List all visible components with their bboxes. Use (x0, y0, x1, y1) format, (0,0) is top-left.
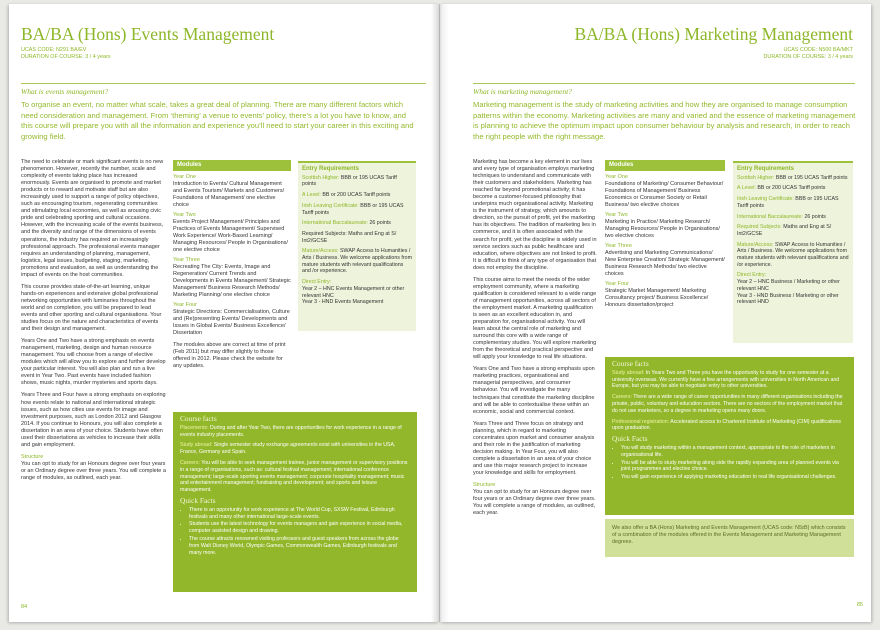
fact-row: Careers: There are a wide range of career opportunities in many different organisations including the private, public, voluntary and education sectors. There are no sectors of the employment market that do not use marketers, so a degree in marketing opens many doors. (612, 394, 843, 414)
fact-row: Careers: You will be able to seek management trainee, junior management or supervisory positions in a range of organisations, such as: cultural festival management; international conference management; large-scale sporting events management; corporate hospitality management; music and entertainment management; fundraising and development; and sports and leisure management. (180, 459, 408, 494)
entry-row: Mature/Access: SWAP Access to Humanities / Arts / Business. We welcome applications from mature students with relevant qualifications and /or experience. (737, 241, 849, 268)
body-paragraph: Years One and Two have a strong emphasis upon marketing practices, organisational and managerial perspectives, and consumer behaviour. You will investigate the many techniques that constitute the marketing discipline and will be able to contextualise these within an economic, social and commercial context. (473, 366, 595, 415)
module-list: Strategic Directions: Commercialisation, Culture and (Re)presenting Events/ Developments and Issues in Global Events/ Business Excellence/ Dissertation (173, 309, 290, 336)
page-number: 84 (21, 604, 28, 610)
body-column (21, 159, 168, 482)
module-year: Year Four (605, 281, 629, 287)
page-number: 85 (856, 602, 863, 608)
body-paragraph: This course aims to meet the needs of the wider employment community, where a marketing qualification is considered relevant to a wide range of management opportunities, across all sectors of the employment market. A marketing qualification is seen as an excellent education in, and preparation for, organisational activity. You will learn about the central role of marketing and surround this core with a wide range of complementary studies. You will explore marketing from the theoretical and practical perspective and will apply your knowledge to real life situations. (473, 276, 597, 361)
section-question: What is marketing management? (473, 87, 572, 96)
also-offer-box: We also offer a BA (Hons) Marketing and Events Management (UCAS code: N5ɪB) which consists of a combination of the modules offered in the Events Management and Marketing Management degrees. (605, 519, 854, 557)
course-duration: DURATION OF COURSE: 3 / 4 years (763, 54, 853, 60)
modules-heading: Modules (173, 160, 291, 171)
structure-heading: Structure (21, 453, 44, 460)
module-list: Recreating The City: Events, Image and Regeneration/ Current Trends and Developments in Events Management/ Strategic Management/ Business Research Methods/ Marketing Planning/ one elective choice (173, 264, 291, 298)
structure-text: You can opt to study for an Honours degree over four years or an Ordinary degree over three years. You will complete a range of modules, as outlined, each year. (473, 489, 596, 517)
entry-row: A Level: BB or 200 UCAS Tariff points (737, 185, 826, 192)
right-page (440, 4, 871, 622)
entry-row: Direct Entry: Year 2 – HNC Business / Marketing or other relevant HNC Year 3 - HND Business / Marketing or other relevant HND (737, 272, 840, 306)
modules-column (605, 160, 725, 309)
quick-facts-list (180, 507, 410, 557)
quick-fact: • There is an opportunity for work experience at The World Cup, SXSW Festival, Edinburgh festivals and many other international large-scale events. (189, 507, 410, 521)
module-list: Introduction to Events/ Cultural Management and Events Tourism/ Markets and Customers/ Foundations of Management/ one elective choice (173, 181, 285, 208)
entry-requirements-box (298, 161, 416, 331)
entry-row: International Baccalaureate: 26 points (737, 213, 826, 220)
module-year: Year One (605, 174, 629, 180)
divider (21, 83, 426, 84)
divider (473, 83, 855, 84)
entry-row: Scottish Higher: BBB or 195 UCAS Tariff points (302, 174, 397, 188)
page-title: BA/BA (Hons) Events Management (21, 24, 275, 44)
entry-heading: Entry Requirements (737, 166, 795, 172)
body-paragraph: Years Three and Four have a strong emphasis on exploring how events relate to national and international strategic issues, such as how cities use events for image and investment purposes, such as London 2012 and Glasgow 2014. If you continue to Honours, you will also complete a dissertation in an area of your choice. Students have often used their dissertations as vehicles to increase their skills and gain employment. (21, 392, 166, 448)
intro-text: To organise an event, no matter what scale, takes a great deal of planning. There are many different factors which need consideration and management. From ‘theming’ a venue to events’ policy, there’s a lot you have to know, and this course will prepare you with all the information and experience you’ll need to start your career in this exciting and growing field. (21, 100, 414, 141)
body-paragraph: The need to celebrate or mark significant events is no new phenomenon. However, recently the number, scale and complexity of events taking place has increased enormously. Events are organised to promote and market products or to reward and motivate staff but are also increasingly used to support a range of policy objectives, such as encouraging tourism, regenerating communities and stimulating local economies, as well as arousing civic pride and celebrating sporting and cultural occasions. However, with the increasing scale of the events business, and the diversity and range of the dimensions of events operations, the industry has required an increasingly professional approach. The professional events manager requires an understanding of planning, management, logistics, legal issues, budgeting, staging, marketing, promotions and evaluation, as well as understanding the impact of events on the host communities. (21, 159, 164, 278)
module-year: Year One (173, 174, 197, 180)
module-list: Marketing in Practice/ Marketing Research/ Managing Resources/ People in Organisations/ two elective choices (605, 219, 720, 239)
structure-text: You can opt to study for an Honours degree over four years or an Ordinary degree over three years. You will complete a range of modules, as outlined, each year. (21, 460, 166, 481)
quick-fact: • Students use the latest technology for events managers and gain experience in social media, computer assisted design and drawing. (189, 521, 410, 535)
module-year: Year Three (173, 257, 200, 263)
modules-column (173, 160, 291, 370)
quick-facts-heading: Quick Facts (180, 495, 216, 505)
brochure-spread (9, 4, 871, 626)
fact-row: Professional registration: Accelerated access to Chartered Institute of Marketing (CIM) qualifications upon graduation. (612, 418, 841, 432)
modules-heading: Modules (605, 160, 725, 171)
quick-fact: • The course attracts renowned visiting professors and guest speakers from across the globe from Walt Disney World, Olympic Games, Commonwealth Games, Edinburgh festivals and many more. (189, 536, 410, 556)
entry-row: A Level: BB or 200 UCAS Tariff points (302, 192, 391, 199)
body-paragraph: Years Three and Three focus on strategy and planning, which in regard to marketing concentrates upon market and consumer analysis and their role in the justification of marketing decision making. In Year Four, you will also complete a dissertation in an area of your choice and use this major research project to increase your knowledge and skills for employment. (473, 420, 595, 476)
entry-row: Irish Leaving Certificate: BBB or 195 UCAS Tariff points (302, 202, 404, 216)
structure-heading: Structure (473, 482, 496, 489)
course-duration: DURATION OF COURSE: 3 / 4 years (21, 54, 111, 60)
course-facts-panel (173, 412, 417, 592)
module-list: Foundations of Marketing/ Consumer Behaviour/ Foundations of Management/ Business Economics or Consumer Society or Retail Business/ two elective choices (605, 181, 724, 208)
fact-row: Study abroad: In Years Two and Three you have the opportunity to study for one semester at a university overseas. We currently have a few arrangements with universities in North American and Europe, but you may be able to negotiate entry to other universities. (612, 369, 840, 390)
quick-facts-list (612, 445, 847, 481)
body-paragraph: Marketing has become a key element in our lives and every type of organisation employs marketing techniques to understand and communicate with their customers and stakeholders. Marketing has reached far beyond promotional activity; it has become a customer-focused philosophy that underpins much organisational activity. Marketing is the instrument of strategy, which amounts to direction, so the pursuit of profit, yet the marketing has its objectives. The tradition of marketing lies in commerce, and it is often associated with the search for profit, yet the discipline is widely used in service sectors such as public healthcare and education, where objectives are not linked to profit. It is difficult to think of any type of organisation that does not employ the discipline. (473, 159, 597, 271)
entry-heading: Entry Requirements (302, 166, 360, 172)
course-facts-heading: Course facts (612, 359, 649, 368)
entry-row: Direct Entry: Year 2 – HNC Events Management or other relevant HNC Year 3 - HND Events Management (302, 279, 405, 306)
module-year: Year Four (173, 302, 197, 308)
left-page (9, 4, 439, 622)
ucas-code: UCAS CODE: N291 BA/EV (21, 47, 87, 53)
body-paragraph: This course provides state-of-the-art learning, unique hands-on experiences and extensive global professional networking opportunities with luminaries throughout the world and on completion, you will be prepared to lead events and other sporting and cultural organisations. Your studies focus on the nature and characteristics of events and their design and management. (21, 283, 162, 333)
module-year: Year Two (173, 212, 196, 218)
entry-row: International Baccalaureate: 26 points (302, 220, 391, 227)
fact-row: Study abroad: Single semester study exchange agreements exist with universities in the USA, France, Germany and Spain. (180, 442, 396, 456)
section-question: What is events management? (21, 87, 109, 96)
fact-row: Placements: During and after Year Two, there are opportunities for work experience in a range of events industry placements. (180, 424, 402, 438)
module-list: Advertising and Marketing Communications/ New Enterprise Creation/ Strategic Management/ Business Research Methods/ two elective choices (605, 250, 725, 277)
body-column (473, 159, 597, 517)
entry-requirements-box (733, 161, 853, 343)
body-paragraph: Years One and Two have a strong emphasis on events management, marketing, design and human resource management. You will choose from a range of elective modules which will allow you to explore and further develop your particular interest. You will also plan and run a live event in Year Two. Past events have included fashion shows, music nights, murder mysteries and sports days. (21, 338, 166, 387)
entry-row: Irish Leaving Certificate: BBB or 195 UCAS Tariff points (737, 196, 839, 209)
page-title: BA/BA (Hons) Marketing Management (574, 24, 853, 44)
entry-row: Scottish Higher: BBB or 195 UCAS Tariff points (737, 174, 848, 181)
entry-row: Required Subjects: Maths and Eng at S/ Int2/GCSE (737, 224, 832, 237)
module-list: Strategic Market Management/ Marketing Consultancy project/ Business Excellence/ Honours dissertation/project (605, 288, 709, 308)
entry-row: Mature/Access: SWAP Access to Humanities / Arts / Business. We welcome applications from mature students with relevant qualifications and /or experience. (302, 248, 413, 275)
course-facts-heading: Course facts (180, 414, 217, 423)
entry-row: Required Subjects: Maths and Eng at S/ Int2/GCSE (302, 230, 397, 244)
module-year: Year Three (605, 243, 632, 249)
intro-text: Marketing management is the study of marketing activities and how they are organised to manage consumption patterns within the economy. Marketing activities are many and varied and the essence of marketing management is planning to achieve the optimum impact upon consumer behaviour by analysis and research, in order to reach the right people with the right message. (473, 100, 856, 141)
modules-note: The modules above are correct at time of print (Feb 2011) but may differ slightly to those offered in 2012. Please check the website for any updates. (173, 342, 286, 369)
module-year: Year Two (605, 212, 628, 218)
quick-fact: • You will gain experience of applying marketing education to real life organisational challenges. (621, 474, 847, 481)
course-facts-panel (605, 357, 854, 515)
ucas-code: UCAS CODE: N500 BA/MKT (783, 47, 853, 53)
quick-fact: • You will study marketing within a management context, appropriate to the role of marketers in organisational life. (621, 445, 847, 459)
quick-facts-heading: Quick Facts (612, 434, 648, 444)
module-list: Events Project Management/ Principles and Practices of Events Management/ Supervised Work Experience/ Work-Based Learning/ Managing Resources/ People in Organisations/ one elective choice (173, 219, 288, 253)
quick-fact: • You will be able to study marketing along side the rapidly expanding area of planned events via joint programmes and elective choice. (621, 460, 847, 474)
